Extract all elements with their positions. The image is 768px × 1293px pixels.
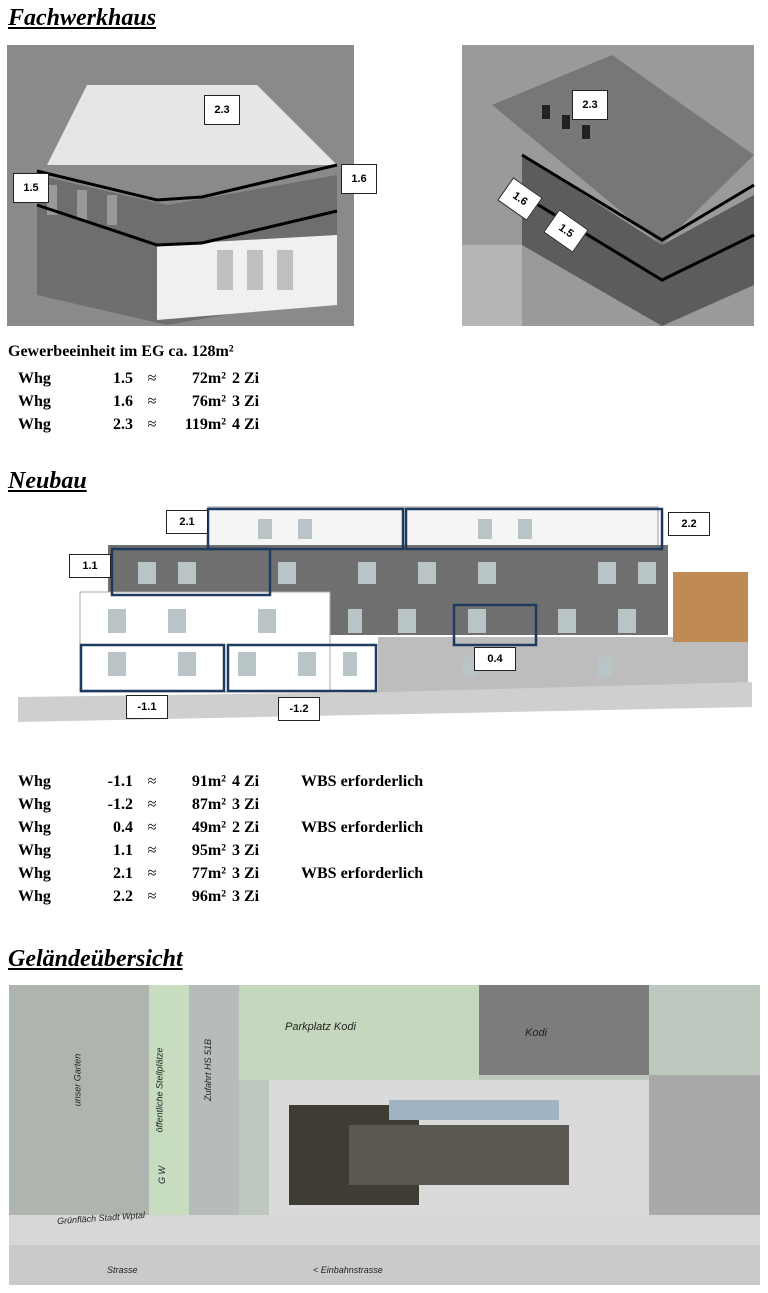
cell-unit: 2.2 — [113, 888, 133, 905]
cell-rooms: 3 Zi — [232, 842, 260, 859]
cell-note — [287, 793, 301, 816]
map-label-stellplaetze: öffentliche Stellplätze — [154, 1047, 165, 1133]
label-1-1: 1.1 — [69, 554, 111, 578]
cell-area: 76m² — [191, 393, 226, 410]
cell-area: 72m² — [191, 370, 226, 387]
map-label-strasse: Strasse — [107, 1265, 138, 1275]
cell-approx: ≈ — [147, 796, 157, 813]
section-title-neubau: Neubau — [8, 468, 87, 494]
fachwerkhaus-top-image — [462, 45, 754, 326]
cell-rooms: 2 Zi — [232, 819, 260, 836]
cell-type: Whg — [18, 370, 51, 387]
cell-approx: ≈ — [147, 370, 157, 387]
neubau-elevation-image — [18, 497, 752, 737]
cell-approx: ≈ — [147, 773, 157, 790]
cell-note — [287, 885, 301, 908]
table-row — [18, 367, 287, 390]
neubau-table — [18, 770, 423, 908]
cell-type: Whg — [18, 416, 51, 433]
table-row — [18, 770, 423, 793]
cell-approx: ≈ — [147, 416, 157, 433]
map-label-einbahnstrasse: < Einbahnstrasse — [313, 1265, 383, 1275]
table-row — [18, 862, 423, 885]
section-title-fachwerkhaus: Fachwerkhaus — [8, 5, 157, 31]
table-row — [18, 413, 287, 436]
map-label-gruenflaeche: Grünfläch Stadt Wptal — [56, 1209, 146, 1227]
cell-area: 87m² — [191, 796, 226, 813]
cell-area: 77m² — [191, 865, 226, 882]
gewerbe-text: Gewerbeeinheit im EG ca. 128m² — [8, 343, 234, 360]
label-minus-1-1: -1.1 — [126, 695, 168, 719]
label-2-3: 2.3 — [204, 95, 240, 125]
label-1-6: 1.6 — [341, 164, 377, 194]
cell-approx: ≈ — [147, 842, 157, 859]
cell-type: Whg — [18, 842, 51, 859]
label-2-2: 2.2 — [668, 512, 710, 536]
cell-approx: ≈ — [147, 393, 157, 410]
label-minus-1-2: -1.2 — [278, 697, 320, 721]
site-map-drawing — [9, 985, 760, 1285]
cell-unit: 2.1 — [113, 865, 133, 882]
cell-rooms: 3 Zi — [232, 393, 260, 410]
label-2-3: 2.3 — [572, 90, 608, 120]
fachwerkhaus-front-drawing — [7, 45, 354, 326]
cell-approx: ≈ — [147, 819, 157, 836]
map-label-kodi: Kodi — [525, 1027, 548, 1039]
section-title-gelaende: Geländeübersicht — [8, 946, 183, 972]
cell-area: 95m² — [191, 842, 226, 859]
label-1-5: 1.5 — [13, 173, 49, 203]
table-row — [18, 885, 423, 908]
cell-rooms: 3 Zi — [232, 888, 260, 905]
fachwerkhaus-table — [18, 367, 287, 436]
table-row — [18, 390, 287, 413]
label-0-4: 0.4 — [474, 647, 516, 671]
fachwerkhaus-front-image — [7, 45, 367, 326]
cell-note: WBS erforderlich — [301, 773, 424, 790]
map-label-garten: unser Garten — [72, 1053, 83, 1107]
cell-type: Whg — [18, 393, 51, 410]
cell-rooms: 3 Zi — [232, 796, 260, 813]
cell-rooms: 2 Zi — [232, 370, 260, 387]
cell-area: 96m² — [191, 888, 226, 905]
cell-approx: ≈ — [147, 888, 157, 905]
cell-area: 119m² — [184, 416, 226, 433]
cell-type: Whg — [18, 773, 51, 790]
map-label-parkplatz: Parkplatz Kodi — [285, 1021, 356, 1033]
cell-approx: ≈ — [147, 865, 157, 882]
label-1-6: 1.6 — [497, 177, 543, 221]
cell-unit: 1.1 — [113, 842, 133, 859]
cell-unit: -1.2 — [107, 796, 133, 813]
cell-unit: -1.1 — [107, 773, 133, 790]
site-map-image — [9, 985, 760, 1285]
cell-area: 91m² — [191, 773, 226, 790]
cell-type: Whg — [18, 819, 51, 836]
cell-type: Whg — [18, 888, 51, 905]
map-label-gw: G W — [157, 1166, 167, 1184]
cell-note: WBS erforderlich — [301, 865, 424, 882]
cell-unit: 1.6 — [113, 393, 133, 410]
cell-area: 49m² — [191, 819, 226, 836]
cell-rooms: 3 Zi — [232, 865, 260, 882]
table-row — [18, 839, 423, 862]
cell-unit: 1.5 — [113, 370, 133, 387]
label-2-1: 2.1 — [166, 510, 208, 534]
cell-note — [287, 839, 301, 862]
cell-unit: 2.3 — [113, 416, 133, 433]
label-1-5: 1.5 — [543, 209, 589, 253]
table-row — [18, 816, 423, 839]
map-label-zufahrt: Zufahrt HS 51B — [203, 1038, 214, 1102]
cell-unit: 0.4 — [113, 819, 133, 836]
cell-type: Whg — [18, 865, 51, 882]
cell-type: Whg — [18, 796, 51, 813]
cell-rooms: 4 Zi — [232, 416, 260, 433]
cell-rooms: 4 Zi — [232, 773, 260, 790]
cell-note: WBS erforderlich — [301, 819, 424, 836]
table-row — [18, 793, 423, 816]
